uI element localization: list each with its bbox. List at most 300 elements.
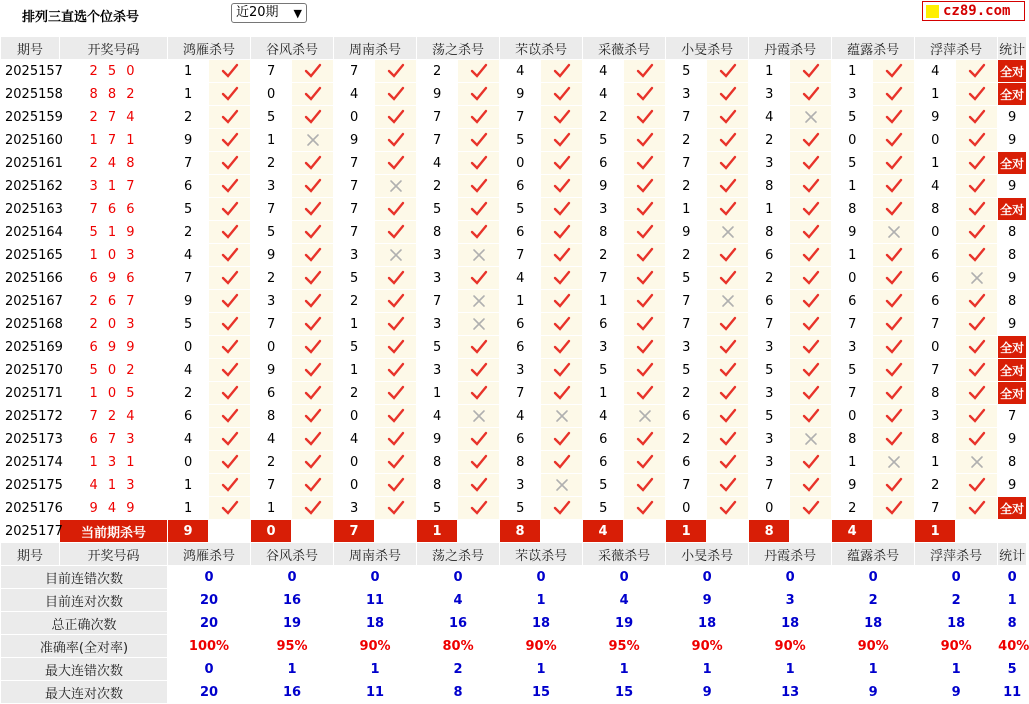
kill-number-cell: 5	[666, 267, 707, 290]
stats-value: 18	[749, 612, 832, 635]
kill-number-cell: 6	[749, 244, 790, 267]
kill-number-cell: 6	[168, 405, 209, 428]
kill-number-cell: 3	[417, 359, 458, 382]
check-icon	[541, 221, 583, 244]
check-icon	[707, 474, 749, 497]
page-title: 排列三直选个位杀号	[22, 10, 140, 25]
col-expert-header: 小旻杀号	[666, 543, 749, 566]
table-row	[1, 267, 1027, 290]
table-row	[1, 198, 1027, 221]
kill-number-cell: 6	[583, 428, 624, 451]
stats-value: 9	[832, 681, 915, 704]
period-cell: 2025169	[1, 336, 60, 359]
check-icon	[375, 152, 417, 175]
kill-number-cell: 0	[832, 405, 873, 428]
check-icon	[956, 474, 998, 497]
kill-number-cell: 7	[251, 474, 292, 497]
check-icon	[707, 497, 749, 520]
kill-number-cell: 7	[251, 313, 292, 336]
kill-number-cell: 2	[666, 382, 707, 405]
stats-row	[1, 566, 1027, 589]
stats-value: 19	[583, 612, 666, 635]
chevron-down-icon: ▼	[293, 7, 302, 20]
check-icon	[209, 129, 251, 152]
cross-icon	[375, 244, 417, 267]
kill-number-cell: 5	[832, 152, 873, 175]
check-icon	[375, 267, 417, 290]
stats-value: 0	[915, 566, 998, 589]
col-expert-header: 荡之杀号	[417, 37, 500, 60]
stats-value: 1	[251, 658, 334, 681]
current-kill-number: 8	[500, 520, 541, 543]
stats-value: 0	[500, 566, 583, 589]
correct-count-cell: 9	[998, 129, 1027, 152]
kill-number-cell: 3	[749, 83, 790, 106]
current-blank-cell	[292, 520, 334, 543]
check-icon	[209, 497, 251, 520]
kill-number-cell: 0	[915, 221, 956, 244]
kill-number-cell: 9	[915, 106, 956, 129]
correct-count-cell: 8	[998, 451, 1027, 474]
kill-number-cell: 2	[832, 497, 873, 520]
check-icon	[541, 359, 583, 382]
current-blank-cell	[209, 520, 251, 543]
check-icon	[375, 290, 417, 313]
correct-count-cell: 9	[998, 428, 1027, 451]
kill-number-cell: 6	[915, 267, 956, 290]
kill-number-cell: 9	[832, 474, 873, 497]
kill-number-cell: 1	[251, 497, 292, 520]
stats-value: 1	[915, 658, 998, 681]
kill-number-cell: 3	[666, 83, 707, 106]
table-row	[1, 290, 1027, 313]
period-cell: 2025175	[1, 474, 60, 497]
col-stat-header: 统计	[998, 543, 1027, 566]
check-icon	[624, 428, 666, 451]
check-icon	[458, 83, 500, 106]
col-expert-header: 蕴露杀号	[832, 37, 915, 60]
check-icon	[209, 106, 251, 129]
check-icon	[292, 106, 334, 129]
kill-number-cell: 0	[832, 267, 873, 290]
check-icon	[873, 336, 915, 359]
stats-value: 18	[915, 612, 998, 635]
kill-number-cell: 2	[251, 451, 292, 474]
all-correct-badge: 全对	[998, 152, 1027, 175]
period-cell: 2025172	[1, 405, 60, 428]
check-icon	[956, 221, 998, 244]
all-correct-badge: 全对	[998, 83, 1027, 106]
stats-value: 11	[334, 681, 417, 704]
kill-number-cell: 8	[832, 198, 873, 221]
cross-icon	[458, 405, 500, 428]
kill-number-cell: 6	[915, 244, 956, 267]
check-icon	[956, 244, 998, 267]
kill-number-cell: 6	[583, 313, 624, 336]
kill-number-cell: 8	[417, 474, 458, 497]
check-icon	[375, 451, 417, 474]
check-icon	[292, 497, 334, 520]
check-icon	[292, 221, 334, 244]
check-icon	[873, 198, 915, 221]
kill-number-cell: 1	[583, 382, 624, 405]
check-icon	[292, 474, 334, 497]
check-icon	[292, 359, 334, 382]
kill-number-cell: 9	[417, 83, 458, 106]
check-icon	[541, 244, 583, 267]
kill-number-cell: 1	[832, 60, 873, 83]
check-icon	[209, 405, 251, 428]
stats-row	[1, 589, 1027, 612]
all-correct-badge: 全对	[998, 336, 1027, 359]
table-row	[1, 497, 1027, 520]
stats-value: 90%	[832, 635, 915, 658]
kill-number-cell: 2	[583, 244, 624, 267]
check-icon	[873, 83, 915, 106]
current-kill-label: 当前期杀号	[60, 520, 168, 543]
check-icon	[458, 359, 500, 382]
kill-number-cell: 6	[749, 290, 790, 313]
kill-number-cell: 1	[749, 60, 790, 83]
kill-number-cell: 7	[168, 267, 209, 290]
check-icon	[624, 198, 666, 221]
kill-number-cell: 2	[417, 175, 458, 198]
check-icon	[375, 83, 417, 106]
correct-count-cell: 9	[998, 267, 1027, 290]
kill-number-cell: 2	[666, 175, 707, 198]
kill-number-cell: 7	[334, 152, 375, 175]
check-icon	[790, 198, 832, 221]
kill-number-cell: 6	[583, 451, 624, 474]
period-cell: 2025171	[1, 382, 60, 405]
kill-number-cell: 7	[666, 474, 707, 497]
check-icon	[790, 83, 832, 106]
stats-value: 0	[832, 566, 915, 589]
check-icon	[956, 382, 998, 405]
kill-number-cell: 1	[168, 474, 209, 497]
kill-number-cell: 5	[417, 198, 458, 221]
kill-number-cell: 8	[500, 451, 541, 474]
kill-number-cell: 3	[832, 336, 873, 359]
check-icon	[458, 152, 500, 175]
kill-number-cell: 0	[334, 474, 375, 497]
kill-number-cell: 5	[583, 359, 624, 382]
current-period-row	[1, 520, 1027, 543]
stats-value: 1	[583, 658, 666, 681]
draw-number-cell: 7 6 6	[60, 198, 168, 221]
stats-value: 18	[500, 612, 583, 635]
table-row	[1, 221, 1027, 244]
kill-number-cell: 3	[749, 428, 790, 451]
kill-number-cell: 5	[583, 474, 624, 497]
table-row	[1, 175, 1027, 198]
stats-value: 9	[666, 589, 749, 612]
stats-value: 1	[334, 658, 417, 681]
kill-number-cell: 8	[915, 428, 956, 451]
table-row	[1, 83, 1027, 106]
cross-icon	[956, 451, 998, 474]
check-icon	[873, 497, 915, 520]
check-icon	[956, 106, 998, 129]
stats-value: 0	[334, 566, 417, 589]
check-icon	[209, 198, 251, 221]
check-icon	[209, 359, 251, 382]
stats-value: 100%	[168, 635, 251, 658]
kill-number-cell: 7	[500, 106, 541, 129]
col-draw-header: 开奖号码	[60, 37, 168, 60]
check-icon	[209, 336, 251, 359]
draw-number-cell: 2 4 8	[60, 152, 168, 175]
kill-number-cell: 2	[749, 129, 790, 152]
check-icon	[541, 290, 583, 313]
kill-number-cell: 1	[417, 382, 458, 405]
draw-number-cell: 1 0 5	[60, 382, 168, 405]
kill-number-cell: 3	[417, 267, 458, 290]
period-cell: 2025173	[1, 428, 60, 451]
check-icon	[458, 60, 500, 83]
kill-number-cell: 3	[666, 336, 707, 359]
check-icon	[209, 83, 251, 106]
stats-row	[1, 635, 1027, 658]
col-expert-header: 采薇杀号	[583, 37, 666, 60]
col-expert-header: 鸿雁杀号	[168, 543, 251, 566]
kill-number-cell: 0	[334, 405, 375, 428]
check-icon	[209, 60, 251, 83]
kill-number-cell: 5	[417, 497, 458, 520]
check-icon	[707, 83, 749, 106]
check-icon	[458, 221, 500, 244]
kill-number-cell: 7	[832, 382, 873, 405]
kill-number-cell: 1	[666, 198, 707, 221]
stats-value: 0	[168, 566, 251, 589]
kill-number-cell: 3	[251, 290, 292, 313]
check-icon	[541, 129, 583, 152]
stats-label: 目前连对次数	[1, 589, 168, 612]
check-icon	[209, 152, 251, 175]
stats-value: 2	[417, 658, 500, 681]
kill-number-cell: 5	[832, 106, 873, 129]
stats-value: 19	[251, 612, 334, 635]
stats-value: 9	[666, 681, 749, 704]
kill-number-cell: 5	[251, 221, 292, 244]
check-icon	[873, 129, 915, 152]
check-icon	[873, 267, 915, 290]
kill-number-cell: 7	[749, 313, 790, 336]
check-icon	[541, 267, 583, 290]
check-icon	[375, 359, 417, 382]
kill-number-cell: 3	[500, 474, 541, 497]
draw-number-cell: 9 4 9	[60, 497, 168, 520]
kill-number-cell: 1	[334, 359, 375, 382]
stats-value: 0	[666, 566, 749, 589]
period-cell: 2025170	[1, 359, 60, 382]
kill-number-cell: 7	[915, 313, 956, 336]
kill-number-cell: 4	[500, 60, 541, 83]
check-icon	[458, 175, 500, 198]
kill-number-cell: 3	[417, 313, 458, 336]
check-icon	[873, 60, 915, 83]
cross-icon	[790, 106, 832, 129]
kill-number-cell: 3	[251, 175, 292, 198]
stats-value: 0	[749, 566, 832, 589]
check-icon	[458, 106, 500, 129]
period-cell: 2025157	[1, 60, 60, 83]
stats-total: 1	[998, 589, 1027, 612]
kill-number-cell: 0	[168, 336, 209, 359]
stats-value: 18	[334, 612, 417, 635]
check-icon	[707, 313, 749, 336]
kill-number-cell: 9	[500, 83, 541, 106]
period-cell: 2025163	[1, 198, 60, 221]
check-icon	[624, 83, 666, 106]
stats-value: 0	[417, 566, 500, 589]
kill-number-cell: 4	[334, 83, 375, 106]
check-icon	[707, 267, 749, 290]
check-icon	[458, 428, 500, 451]
period-cell: 2025161	[1, 152, 60, 175]
check-icon	[292, 152, 334, 175]
check-icon	[624, 336, 666, 359]
kill-number-cell: 8	[915, 198, 956, 221]
check-icon	[375, 336, 417, 359]
check-icon	[707, 175, 749, 198]
check-icon	[375, 474, 417, 497]
check-icon	[790, 244, 832, 267]
kill-number-cell: 4	[500, 405, 541, 428]
kill-number-cell: 5	[168, 313, 209, 336]
current-period-cell: 2025177	[1, 520, 60, 543]
col-expert-header: 丹霞杀号	[749, 543, 832, 566]
col-draw-header: 开奖号码	[60, 543, 168, 566]
check-icon	[209, 175, 251, 198]
col-expert-header: 芣苡杀号	[500, 543, 583, 566]
kill-number-cell: 6	[168, 175, 209, 198]
check-icon	[541, 497, 583, 520]
stats-value: 16	[251, 589, 334, 612]
check-icon	[375, 405, 417, 428]
kill-number-cell: 2	[334, 290, 375, 313]
stats-value: 1	[749, 658, 832, 681]
check-icon	[873, 359, 915, 382]
current-stat-blank	[998, 520, 1027, 543]
check-icon	[375, 60, 417, 83]
kill-number-cell: 7	[334, 175, 375, 198]
kill-number-cell: 2	[583, 106, 624, 129]
stats-value: 0	[583, 566, 666, 589]
period-cell: 2025159	[1, 106, 60, 129]
check-icon	[541, 175, 583, 198]
stats-value: 95%	[251, 635, 334, 658]
kill-number-cell: 4	[500, 267, 541, 290]
check-icon	[707, 428, 749, 451]
stats-value: 13	[749, 681, 832, 704]
site-logo[interactable]	[922, 1, 1025, 21]
kill-number-cell: 5	[583, 129, 624, 152]
col-stat-header: 统计	[998, 37, 1027, 60]
stats-value: 8	[417, 681, 500, 704]
check-icon	[541, 428, 583, 451]
check-icon	[375, 428, 417, 451]
kill-number-cell: 3	[334, 244, 375, 267]
kill-number-cell: 5	[749, 405, 790, 428]
table-row	[1, 359, 1027, 382]
kill-number-cell: 6	[500, 175, 541, 198]
cross-icon	[541, 405, 583, 428]
period-cell: 2025158	[1, 83, 60, 106]
stats-value: 2	[915, 589, 998, 612]
check-icon	[541, 198, 583, 221]
check-icon	[209, 451, 251, 474]
current-kill-number: 7	[334, 520, 375, 543]
kill-number-cell: 7	[666, 152, 707, 175]
kill-number-cell: 3	[583, 336, 624, 359]
stats-value: 15	[583, 681, 666, 704]
period-select-value: 近20期	[236, 5, 279, 20]
stats-total: 40%	[998, 635, 1027, 658]
check-icon	[209, 290, 251, 313]
kill-number-cell: 4	[168, 359, 209, 382]
kill-number-cell: 9	[168, 290, 209, 313]
kill-number-cell: 9	[168, 129, 209, 152]
check-icon	[209, 382, 251, 405]
kill-number-cell: 7	[832, 313, 873, 336]
stats-value: 1	[500, 658, 583, 681]
kill-number-cell: 6	[583, 152, 624, 175]
kill-number-cell: 4	[915, 60, 956, 83]
cross-icon	[458, 290, 500, 313]
period-cell: 2025164	[1, 221, 60, 244]
check-icon	[707, 106, 749, 129]
stats-value: 0	[168, 658, 251, 681]
draw-number-cell: 6 9 9	[60, 336, 168, 359]
check-icon	[541, 451, 583, 474]
check-icon	[624, 359, 666, 382]
check-icon	[541, 382, 583, 405]
kill-number-cell: 4	[168, 244, 209, 267]
kill-number-cell: 1	[334, 313, 375, 336]
kill-number-cell: 4	[417, 152, 458, 175]
current-blank-cell	[790, 520, 832, 543]
check-icon	[624, 221, 666, 244]
col-expert-header: 小旻杀号	[666, 37, 749, 60]
period-select[interactable]	[231, 3, 307, 23]
stats-value: 16	[417, 612, 500, 635]
kill-number-cell: 0	[749, 497, 790, 520]
check-icon	[873, 175, 915, 198]
current-blank-cell	[956, 520, 998, 543]
draw-number-cell: 2 7 4	[60, 106, 168, 129]
kill-number-cell: 8	[749, 175, 790, 198]
check-icon	[292, 198, 334, 221]
period-cell: 2025165	[1, 244, 60, 267]
kill-number-cell: 7	[915, 497, 956, 520]
check-icon	[292, 382, 334, 405]
stats-value: 3	[749, 589, 832, 612]
check-icon	[873, 244, 915, 267]
period-cell: 2025176	[1, 497, 60, 520]
current-blank-cell	[873, 520, 915, 543]
check-icon	[707, 451, 749, 474]
check-icon	[956, 336, 998, 359]
check-icon	[375, 221, 417, 244]
check-icon	[790, 313, 832, 336]
kill-number-cell: 2	[749, 267, 790, 290]
correct-count-cell: 8	[998, 290, 1027, 313]
kill-number-cell: 4	[583, 83, 624, 106]
check-icon	[624, 451, 666, 474]
kill-number-cell: 4	[251, 428, 292, 451]
check-icon	[209, 244, 251, 267]
